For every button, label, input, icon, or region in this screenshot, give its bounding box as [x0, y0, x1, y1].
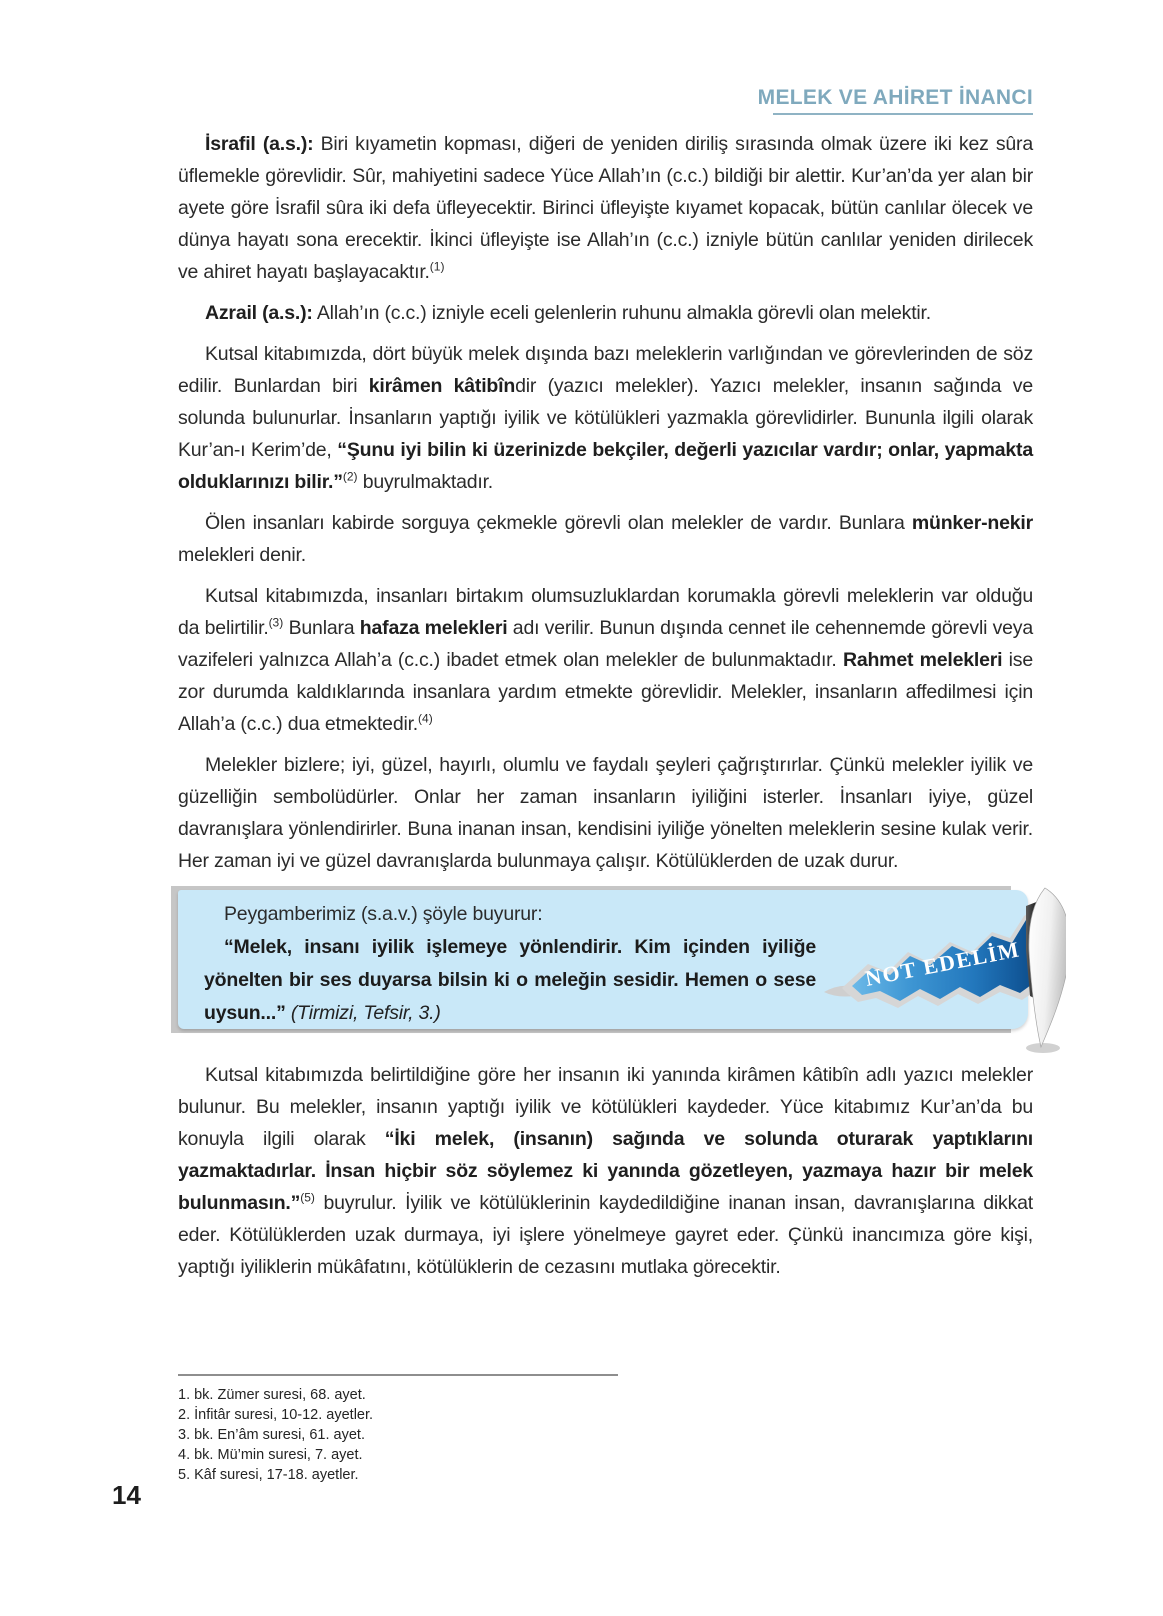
bold-term: Rahmet melekleri [842, 649, 1003, 671]
paragraph-munker-nekir [178, 507, 1033, 571]
note-box [178, 890, 1028, 1029]
body-text-run: Bunlara [283, 617, 360, 639]
ribbon-label: NOT EDELİM [863, 936, 1023, 991]
body-text-run: adı verilir. Bunun dışında cennet ile cehennemde görevli veya vazifeleri yalnızca Allah’a (c.c.) ibadet etmek olan melekler de bulunmaktadır. [178, 617, 1034, 671]
bold-term: hafaza melekleri [359, 617, 508, 639]
body-text-run: Allah’ın (c.c.) izniyle eceli gelenlerin ruhunu almakla görevli olan melektir. [312, 302, 931, 324]
paragraph-israfil [178, 128, 1033, 288]
paragraph-kiramen-katibin [178, 338, 1033, 498]
body-text-run: Kutsal kitabımızda belirtildiğine göre her insanın iki yanında kirâmen kâtibîn adlı yazıcı melekler bulunur. Bu melekler, insanın yaptığı iyilik ve kötülükleri kaydeder. Yüce kitabımız Kur’an’da bu konuyla ilgili olarak [178, 1064, 1033, 1150]
header-underline [773, 113, 1033, 115]
footnote: 2. İnfitâr suresi, 10-12. ayetler. [178, 1407, 374, 1423]
footnote: 5. Kâf suresi, 17-18. ayetler. [178, 1467, 359, 1483]
body-text-run: Biri kıyametin kopması, diğeri de yeniden diriliş sırasında olmak üzere iki kez sûra üflemekle görevlidir. Sûr, mahiyetini sadece Yüce Allah’ın (c.c.) bildiği bir alettir. Kur’an’da yer alan bir ayete göre İsrafil sûra iki defa üfleyecektir. Birinci üfleyişte kıyamet kopacak, bütün canlılar ölecek ve dünya hayatı sona erecektir. İkinci üfleyişte ise Allah’ın (c.c.) izniyle bütün canlılar yeniden dirilecek ve ahiret hayatı başlayacaktır. [178, 133, 1033, 283]
footnote-ref-1: (1) [429, 259, 445, 274]
footnote-ref-2: (2) [342, 469, 358, 484]
bold-quote: “Şunu iyi bilin ki üzerinizde bekçiler, değerli yazıcılar vardır; onlar, yapmakta olduklarınızı bilir.” [178, 439, 1033, 493]
footnote: 4. bk. Mü’min suresi, 7. ayet. [178, 1447, 363, 1463]
chapter-header [758, 86, 1033, 115]
body-text-run: buyrulmaktadır. [357, 471, 494, 493]
note-box-quote [204, 931, 816, 1030]
paragraph-azrail [178, 297, 1033, 329]
footnote: 1. bk. Zümer suresi, 68. ayet. [178, 1387, 366, 1403]
footnotes-block [178, 1374, 618, 1485]
footnote-ref-5: (5) [300, 1190, 315, 1205]
bold-term: münker-nekir [911, 512, 1033, 534]
note-box-text [204, 898, 816, 1030]
body-text-run: Melekler bizlere; iyi, güzel, hayırlı, olumlu ve faydalı şeyleri çağrıştırırlar. Çünkü melekler iyilik ve güzelliğin sembolüdürler. Onlar her zaman insanların iyiliğini isterler. İnsanları iyiye, güzel davranışlara yönlendirirler. Buna inanan insan, kendisini iyiliğe yönelten meleklerin sesine kulak verir. Her zaman iyi ve güzel davranışlarda bulunmaya çalışır. Kötülüklerden de uzak durur. [178, 754, 1033, 872]
bold-quote: “İki melek, (insanın) sağında ve solunda oturarak yaptıklarını yazmaktadırlar. İnsan hiçbir söz söylemez ki yanında gözetleyen, yazmaya hazır bir melek bulunmasın.” [178, 1128, 1034, 1214]
hadith-quote: “Melek, insanı iyilik işlemeye yönlendirir. Kim içinden iyiliğe yönelten bir ses duyarsa bilsin ki o meleğin sesidir. Hemen o sese uysun...” [204, 936, 816, 1024]
footnote-separator [178, 1374, 618, 1376]
page-number: 14 [112, 1480, 141, 1510]
not-edelim-ribbon [814, 874, 1066, 1076]
paragraph-iki-melek [178, 1059, 1033, 1283]
body-text-run: Kutsal kitabımızda, dört büyük melek dışında bazı meleklerin varlığından ve görevlerinden de söz edilir. Bunlardan biri [178, 343, 1033, 397]
paragraph-hafaza [178, 580, 1033, 740]
footnote: 3. bk. En’âm suresi, 61. ayet. [178, 1427, 365, 1443]
note-intro-text: Peygamberimiz (s.a.v.) şöyle buyurur: [224, 903, 543, 925]
footnote-ref-3: (3) [268, 615, 284, 630]
body-text-run: Ölen insanları kabirde sorguya çekmekle görevli olan melekler de vardır. Bunlara [205, 512, 912, 534]
body-text-run: buyrulur. İyilik ve kötülüklerinin kaydedildiğine inanan insan, davranışlarına dikkat eder. Kötülüklerden uzak durmaya, iyi işlere yönelmeye gayret eder. Çünkü inancımıza göre kişi, yaptığı iyiliklerin mükâfatını, kötülüklerin de cezasını mutlaka görecektir. [178, 1192, 1033, 1278]
body-text-run: Kutsal kitabımızda, insanları birtakım olumsuzluklardan korumakla görevli meleklerin var olduğu da belirtilir. [178, 585, 1033, 639]
chapter-title: MELEK VE AHİRET İNANCI [757, 86, 1033, 109]
body-text-run: melekleri denir. [178, 544, 306, 566]
azrail-lead: Azrail (a.s.): [205, 302, 313, 324]
hadith-citation: (Tirmizi, Tefsir, 3.) [285, 1002, 441, 1024]
body-content [178, 128, 1033, 1292]
body-text-run: ise zor durumda kaldıklarında insanlara yardım etmekte görevlidir. Melekler, insanların affedilmesi için Allah’a (c.c.) dua etmektedir. [178, 649, 1033, 735]
footnote-ref-4: (4) [418, 711, 433, 726]
bold-term: kirâmen kâtibîn [368, 375, 516, 397]
paragraph-melekler-cagrisim [178, 749, 1033, 877]
body-text-run: dir (yazıcı melekler). Yazıcı melekler, insanın sağında ve solunda bulunurlar. İnsanların yaptığı iyilik ve kötülükleri yazmakla görevlidirler. Bununla ilgili olarak Kur’an-ı Kerim’de, [178, 375, 1033, 461]
israfil-lead: İsrafil (a.s.): [205, 133, 314, 155]
note-box-intro [204, 898, 816, 931]
